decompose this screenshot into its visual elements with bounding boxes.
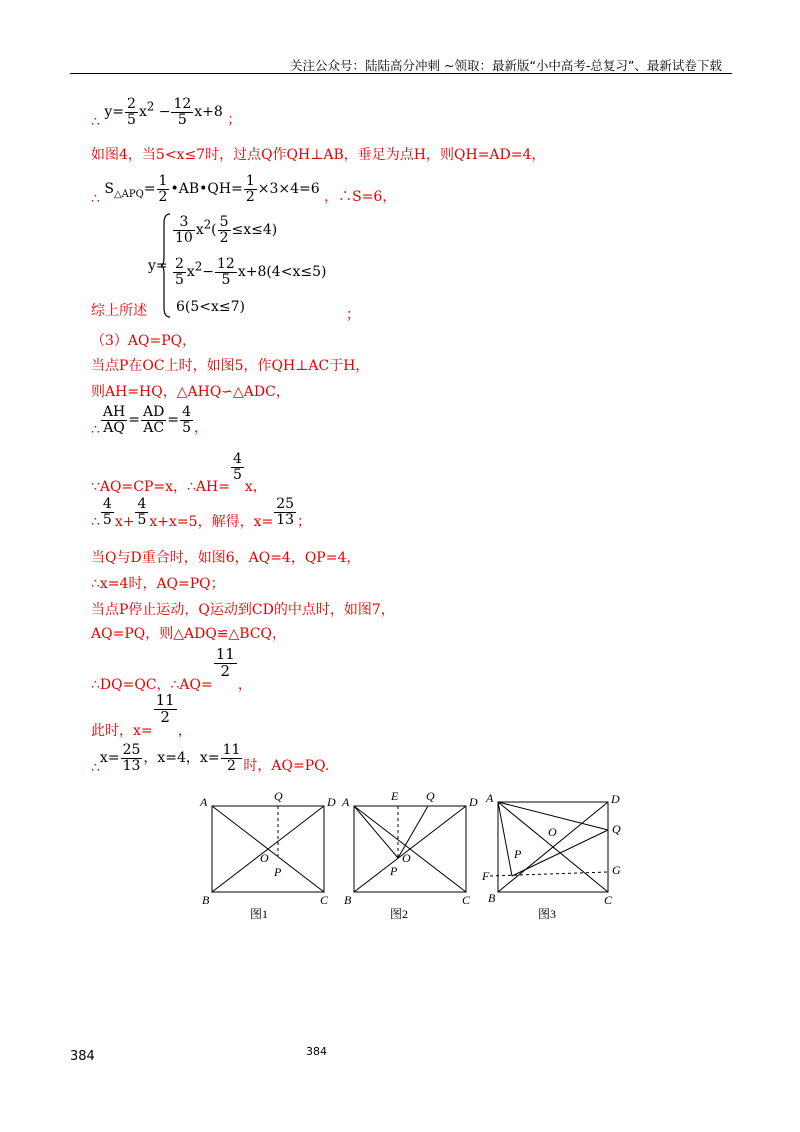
figure-2 [341, 789, 478, 921]
label-f: F [482, 869, 490, 883]
text: ， [237, 677, 252, 694]
label-b: B [202, 893, 210, 907]
line-17: ∴x= $\frac{25}{13}$ ，x=4，x= $\frac{11}{2}$ 时，AQ=PQ. [91, 742, 330, 777]
line-6: 当点P在OC上时，如图5，作QH⊥AC于H， [91, 358, 370, 374]
line-3 [91, 173, 397, 208]
text: x， [244, 479, 267, 496]
label-c: C [604, 893, 613, 907]
line-16 [91, 691, 192, 740]
therefore-symbol: ∴ [91, 514, 100, 531]
segment-ap [498, 802, 512, 876]
figure-3 [481, 791, 621, 921]
left-brace [161, 213, 171, 318]
fraction: $\frac{4}{5}$ [137, 496, 147, 528]
caption-figure-3: 图3 [538, 907, 557, 921]
label-a: A [342, 795, 350, 809]
fraction: $\frac{AH}{AQ}$ [102, 404, 126, 436]
line-12: ∴x=4时，AQ=PQ； [91, 576, 225, 592]
piecewise-case-2: $\frac{2}{5}$ $x^2-$ $\frac{12}{5}$ x+8(4<x≤5) [175, 256, 327, 288]
page-number-center: 384 [306, 1045, 327, 1058]
label-o: O [260, 851, 269, 865]
piecewise-case-1: $\frac{3}{10}$ $x^2$( $\frac{5}{2}$ ≤x≤4) [175, 214, 278, 246]
line-13: 当点P停止运动，Q运动到CD的中点时，如图7， [91, 602, 395, 618]
label-p: P [514, 847, 522, 861]
geometry-figures [198, 786, 638, 921]
text: x+ [114, 514, 135, 531]
text: 此时，x= [91, 723, 153, 740]
exponent: 2 [146, 99, 155, 114]
label-q: Q [612, 822, 621, 836]
text: ； [346, 307, 360, 323]
therefore-symbol: ∴ [91, 191, 100, 208]
fraction: $\frac{1}{2}$ [245, 173, 255, 205]
fraction: $\frac{11}{2}$ [215, 645, 235, 680]
fraction: $\frac{4}{5}$ [102, 496, 112, 528]
fraction: $\frac{1}{2}$ [158, 173, 168, 205]
text: ； [227, 112, 242, 129]
therefore-symbol: ∴ [91, 760, 100, 777]
header-text: 关注公众号：陆陆高分冲刺 ~领取：最新版“小中高考-总复习”、最新试卷下载 [290, 58, 722, 73]
header-divider [70, 73, 732, 74]
line-7: 则AH=HQ，△AHQ∽△ADC， [91, 384, 290, 400]
fraction: $\frac{25}{13}$ [276, 496, 295, 528]
segment-pq [512, 830, 608, 876]
caption-figure-1: 图1 [250, 907, 269, 921]
label-p: P [390, 864, 398, 878]
fraction: $\frac{4}{5}$ [232, 451, 242, 483]
fraction: $\frac{5}{2}$ [219, 214, 229, 246]
dashed-segment-fg [490, 872, 608, 876]
label-o: O [548, 825, 557, 839]
label-a: A [486, 791, 494, 805]
line-11: 当Q与D重合时，如图6，AQ=4，QP=4， [91, 550, 361, 566]
piecewise-case-3: 6(5<x≤7) [176, 299, 246, 315]
text: ∴DQ=QC，∴AQ= [91, 677, 213, 694]
text: y= [104, 104, 125, 121]
text: x+x=5，解得，x= [149, 514, 274, 531]
therefore-symbol: ∴ [91, 114, 100, 131]
line-15 [91, 645, 252, 694]
fraction: $\frac{11}{2}$ [222, 742, 241, 774]
fraction: $\frac{AD}{AC}$ [142, 404, 165, 436]
label-g: G [612, 863, 621, 877]
fraction: $\frac{25}{13}$ [122, 742, 141, 774]
fraction: $\frac{11}{2}$ [155, 691, 175, 726]
line-9 [91, 451, 267, 496]
label-d: D [469, 795, 478, 809]
subscript: △APQ [113, 188, 144, 200]
text: ， [177, 723, 192, 740]
label-a: A [200, 795, 208, 809]
label-c: C [320, 893, 329, 907]
text: ， [193, 420, 208, 437]
line-14: AQ=PQ，则△ADQ≌△BCQ， [91, 626, 287, 642]
label-o: O [402, 851, 411, 865]
label-d: D [611, 792, 620, 806]
label-c: C [462, 893, 471, 907]
line-10 [91, 496, 312, 531]
label-b: B [344, 893, 352, 907]
caption-figure-2: 图2 [390, 907, 409, 921]
text: = [143, 181, 156, 198]
label-d: D [327, 795, 336, 809]
text: ； [297, 514, 312, 531]
text: S [104, 181, 114, 198]
label-p: P [274, 865, 282, 879]
piecewise-y: y= [148, 258, 168, 274]
fraction: $\frac{2}{5}$ [175, 256, 184, 288]
text: x+8 [194, 104, 223, 121]
label-q: Q [274, 789, 283, 803]
line-5: （3）AQ=PQ， [91, 333, 197, 349]
fraction: $\frac{3}{10}$ [175, 214, 193, 246]
therefore-symbol: ∴ [91, 422, 100, 439]
fraction: $\frac{12}{5}$ [216, 256, 235, 288]
text: 时，AQ=PQ. [243, 758, 330, 775]
fraction: $\frac{2}{5}$ [127, 96, 136, 128]
text: x [138, 104, 147, 121]
segment-ap [354, 806, 398, 858]
text: − [154, 104, 171, 121]
line-1 [91, 96, 242, 131]
text: ×3×4=6 [257, 181, 320, 198]
line-2: 如图4，当5<x≤7时，过点Q作QH⊥AB，垂足为点H，则QH=AD=4， [91, 147, 546, 163]
fraction: $\frac{4}{5}$ [182, 404, 191, 436]
text: ∵AQ=CP=x，∴AH= [91, 479, 230, 496]
label-e: E [391, 789, 399, 803]
line-8: ∴ $\frac{AH}{AQ}$ = $\frac{AD}{AC}$ = $\frac{4}{5}$ ， [91, 404, 208, 439]
label-q: Q [426, 789, 435, 803]
fraction: $\frac{12}{5}$ [173, 96, 192, 128]
text: ，∴S=6， [324, 189, 397, 206]
text: •AB•QH= [170, 181, 243, 198]
summary-label: 综上所述 [91, 303, 147, 319]
page-number: 384 [70, 1049, 95, 1064]
label-b: B [488, 891, 496, 905]
figure-1 [199, 789, 336, 921]
